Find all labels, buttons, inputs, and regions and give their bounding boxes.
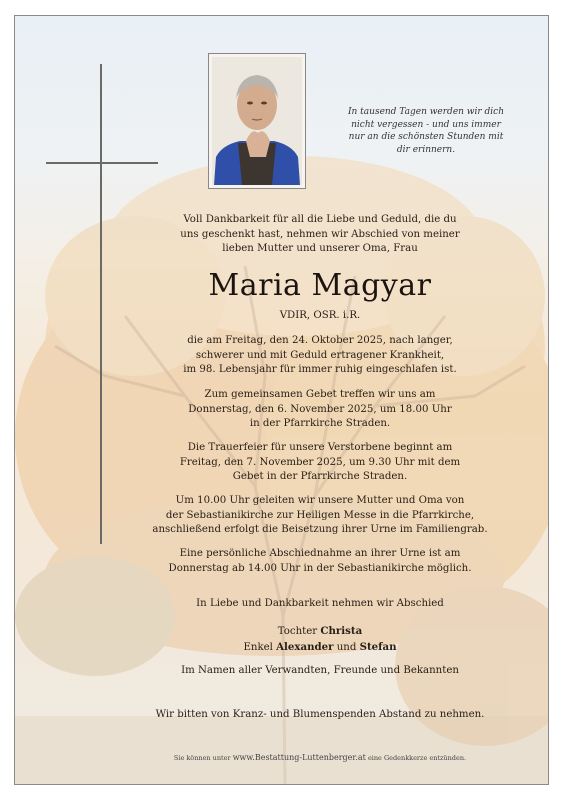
footer-suffix: eine Gedenkkerze entzünden. [365,754,467,762]
deceased-name: Maria Magyar [208,268,432,303]
quote-line: dir erinnern. [396,144,456,155]
footer-prefix: Sie können unter [173,754,233,762]
death-line: die am Freitag, den 24. Oktober 2025, nach langer, [187,335,453,346]
intro-text [115,213,525,257]
daughter-line [115,624,525,640]
obituary-card [14,15,549,785]
mourners-list [115,624,525,655]
farewell-notice [115,547,525,576]
funeral-line: Freitag, den 7. November 2025, um 9.30 Uhr mit dem [179,456,461,468]
farewell-line: Donnerstag ab 14.00 Uhr in der Sebastianikirche möglich. [168,562,472,574]
funeral-notice [115,441,525,485]
prayer-line: in der Pfarrkirche Straden. [249,418,391,429]
intro-line: Voll Dankbarkeit für all die Liebe und Geduld, die du [183,214,457,225]
portrait-image [212,57,302,185]
portrait-photo [208,53,306,189]
quote-line: In tausend Tagen werden wir dich [347,107,505,117]
death-notice [115,334,525,378]
death-line: im 98. Lebensjahr für immer ruhig eingeschlafen ist. [183,364,457,375]
flower-request: Wir bitten von Kranz- und Blumenspenden Abstand zu nehmen. [155,709,485,720]
cross-icon-horizontal [46,162,158,164]
grandchildren-prefix: Enkel [243,641,277,653]
deceased-title: VDIR, OSR. i.R. [279,310,361,321]
grandson-name: Alexander [276,640,334,653]
conjunction: und [333,641,360,653]
grandchildren-line [115,640,525,656]
prayer-line: Zum gemeinsamen Gebet treffen wir uns am [204,389,436,400]
procession-notice [115,494,525,538]
intro-line: uns geschenkt hast, nehmen wir Abschied von meiner [180,228,460,240]
death-line: schwerer und mit Geduld ertragener Krankheit, [195,349,445,361]
quote-line: nicht vergessen - und uns immer [351,119,501,130]
daughter-prefix: Tochter [277,626,321,637]
prayer-line: Donnerstag, den 6. November 2025, um 18.00 Uhr [188,403,452,415]
footer-note [115,753,525,762]
prayer-notice [115,388,525,432]
procession-line: Um 10.00 Uhr geleiten wir unsere Mutter und Oma von [175,495,465,506]
closing-line: In Liebe und Dankbarkeit nehmen wir Abschied [196,598,444,609]
procession-line: der Sebastianikirche zur Heiligen Messe in die Pfarrkirche, [165,509,475,521]
grandson-name: Stefan [359,640,397,653]
funeral-line: Die Trauerfeier für unsere Verstorbene beginnt am [187,442,453,453]
memorial-quote [321,106,531,156]
cross-icon-vertical [100,64,102,544]
daughter-name: Christa [320,625,363,637]
footer-website-link[interactable]: www.Bestattung-Luttenberger.at [232,753,366,762]
funeral-line: Gebet in der Pfarrkirche Straden. [232,471,408,482]
procession-line: anschließend erfolgt die Beisetzung ihrer Urne im Familiengrab. [152,524,488,535]
quote-line: nur an die schönsten Stunden mit [348,132,504,142]
farewell-line: Eine persönliche Abschiednahme an ihrer Urne ist am [179,548,461,559]
intro-line: lieben Mutter und unserer Oma, Frau [222,243,418,254]
relatives-line: Im Namen aller Verwandten, Freunde und Bekannten [181,665,459,676]
